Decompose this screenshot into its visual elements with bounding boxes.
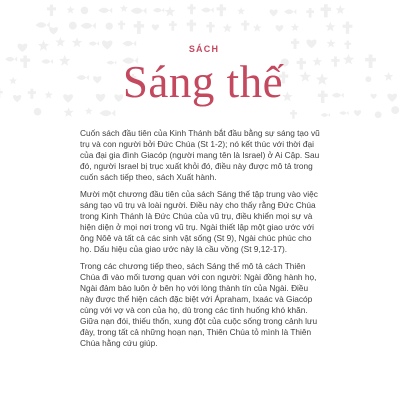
pattern-symbol [67, 6, 75, 14]
book-title: Sáng thế [122, 57, 284, 107]
pattern-symbol [290, 112, 297, 114]
pattern-symbol [187, 23, 196, 26]
pattern-symbol [81, 7, 89, 15]
pattern-symbol [49, 27, 58, 34]
pattern-symbol [169, 23, 177, 26]
pattern-symbol [354, 110, 361, 116]
pattern-symbol [339, 111, 348, 115]
pattern-symbol [80, 22, 95, 29]
pattern-symbol [375, 111, 382, 118]
pattern-symbol [306, 10, 314, 13]
pattern-symbol [253, 23, 262, 31]
pattern-symbol [206, 25, 214, 28]
book-kicker: SÁCH [188, 44, 220, 54]
pattern-symbol [152, 24, 159, 30]
pattern-symbol [98, 7, 112, 13]
pattern-symbol [284, 9, 296, 14]
pattern-symbol [47, 7, 56, 10]
pattern-symbol [321, 7, 332, 10]
pattern-symbol [85, 107, 93, 114]
pattern-symbol [325, 22, 335, 32]
pattern-symbol [106, 22, 113, 29]
pattern-symbol [223, 23, 233, 32]
pattern-symbol [291, 23, 299, 31]
paragraph-2: Mười một chương đầu tiên của sách Sáng thế tập trung vào việc sáng tạo vũ trụ và loài người. Điều này cho thấy rằng Đức Chúa trong Kinh Thánh là Đức Chúa của vũ trụ, điều khiển mọi sự và hiện diện ở mọi nơi trong vũ trụ. Ngài thiết lập một giao ước với ông Nôê và tất cả các sinh vật sống (St 9), Ngài chúc phúc cho họ. Dấu hiệu của giao ước này là cầu vồng (St 9,12-17). [80, 189, 318, 254]
pattern-symbol [336, 5, 345, 14]
pattern-symbol [391, 106, 399, 114]
pattern-symbol [99, 110, 115, 117]
pattern-symbol [343, 25, 353, 28]
pattern-symbol [36, 22, 50, 28]
pattern-symbol [237, 7, 245, 15]
pattern-symbol [321, 113, 330, 117]
pattern-symbol [188, 7, 196, 10]
pattern-symbol [201, 7, 213, 12]
chapter-header [0, 44, 400, 105]
pattern-symbol [69, 22, 77, 30]
intro-text [80, 128, 320, 355]
pattern-symbol [120, 5, 128, 13]
pattern-symbol [276, 25, 284, 32]
pattern-symbol [131, 7, 147, 14]
pattern-symbol [64, 107, 74, 117]
pattern-symbol [270, 10, 278, 17]
pattern-symbol [217, 7, 227, 10]
pattern-symbol [153, 8, 164, 13]
paragraph-3: Trong các chương tiếp theo, sách Sáng thế mô tả cách Thiên Chúa đi vào mối tương quan với con người: Ngài đồng hành họ, Ngài đảm bảo luôn ở bên họ với lòng thành tín của Ngài. Điều này được thể hiện cách đặc biệt với Ápraham, Ixaác và Giacóp cùng với vợ và con của họ, dù trong các tình huống khó khăn. Giữa nạn đói, thiếu thốn, xung đột của cuộc sống trong cảnh lưu đày, trong tất cả những hoạn nạn, Thiên Chúa tỏ mình là Thiên Chúa hằng cứu giúp. [80, 261, 318, 348]
pattern-symbol [165, 6, 176, 16]
pattern-symbol [134, 24, 144, 27]
paragraph-1: Cuốn sách đầu tiên của Kinh Thánh bắt đầu bằng sự sáng tạo vũ trụ và con người bởi Đức Chúa (St 1-2); nó kết thúc với thời đại của đại gia đình Giacóp (người mang tên là Israel) ở Ai Cập. Sau đó, người Israel bị trục xuất khỏi đó, điều này được mô tả trong cuốn sách tiếp theo, sách Xuất hành. [80, 128, 320, 182]
pattern-symbol [241, 23, 249, 26]
pattern-symbol [118, 23, 125, 25]
pattern-symbol [34, 108, 42, 116]
